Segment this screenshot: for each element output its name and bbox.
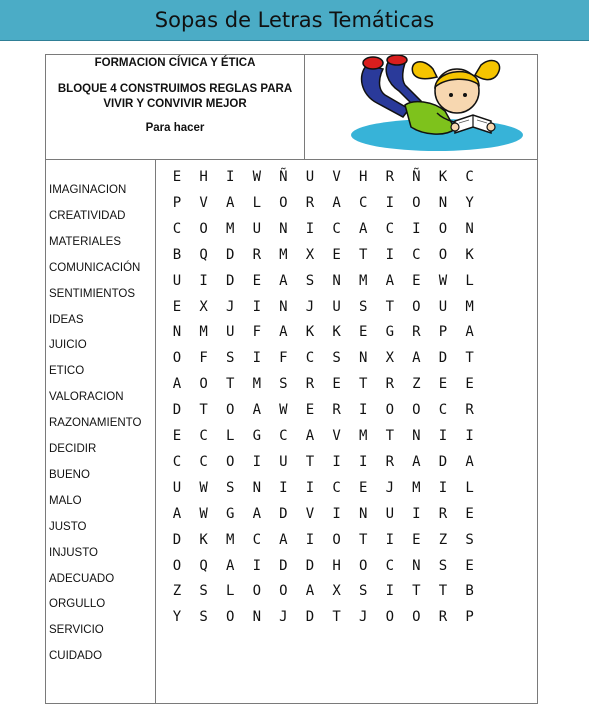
grid-letter[interactable]: I — [358, 402, 368, 419]
grid-letter[interactable]: O — [225, 402, 235, 419]
grid-letter[interactable]: S — [199, 609, 208, 626]
grid-letter[interactable]: W — [252, 169, 262, 185]
pigtail-right — [475, 60, 500, 79]
grid-letter[interactable]: D — [225, 246, 235, 263]
grid-letter[interactable]: V — [332, 169, 341, 185]
title-banner — [0, 0, 589, 41]
grid-letter[interactable]: C — [332, 220, 341, 237]
grid-letter[interactable]: H — [332, 557, 341, 574]
grid-letter[interactable]: A — [332, 194, 341, 211]
word-list-item: CUIDADO — [49, 650, 103, 663]
grid-letter[interactable]: X — [305, 246, 315, 263]
grid-letter[interactable]: E — [412, 531, 421, 548]
grid-letter[interactable]: U — [385, 505, 395, 522]
grid-letter[interactable]: C — [465, 169, 474, 185]
grid-letter[interactable]: O — [412, 609, 421, 626]
grid-letter[interactable]: L — [465, 479, 474, 496]
grid-letter[interactable]: T — [358, 376, 368, 393]
grid-letter[interactable]: P — [465, 609, 474, 626]
grid-letter[interactable]: U — [305, 169, 315, 185]
grid-letter[interactable]: A — [385, 272, 395, 289]
word-list-item: ORGULLO — [49, 598, 106, 611]
grid-letter[interactable]: Ñ — [279, 169, 288, 185]
grid-letter[interactable]: M — [465, 298, 474, 315]
grid-letter[interactable]: B — [465, 583, 474, 600]
grid-letter[interactable]: N — [252, 479, 262, 496]
grid-letter[interactable]: R — [305, 194, 315, 211]
grid-letter[interactable]: S — [438, 557, 448, 574]
letter-grid — [156, 160, 537, 703]
grid-letter[interactable]: M — [225, 531, 235, 548]
word-list-item: BUENO — [49, 468, 90, 481]
grid-letter[interactable]: X — [385, 350, 395, 367]
grid-letter[interactable]: H — [358, 169, 368, 185]
word-list-item: INJUSTO — [49, 546, 98, 559]
grid-letter[interactable]: R — [465, 402, 474, 419]
grid-letter[interactable]: L — [252, 194, 262, 211]
grid-letter[interactable]: D — [305, 609, 315, 626]
grid-letter[interactable]: O — [225, 609, 235, 626]
word-list-item: JUSTO — [49, 520, 87, 533]
word-list-item: JUICIO — [49, 339, 87, 352]
grid-letter[interactable]: I — [412, 505, 421, 522]
grid-letter[interactable]: Z — [412, 376, 421, 393]
grid-letter[interactable]: A — [225, 194, 235, 211]
grid-letter[interactable]: N — [358, 505, 368, 522]
grid-letter[interactable]: O — [172, 557, 182, 574]
grid-letter[interactable]: Ñ — [412, 169, 421, 185]
grid-letter[interactable]: T — [305, 453, 315, 470]
grid-letter[interactable]: C — [172, 453, 182, 470]
grid-letter[interactable]: E — [465, 376, 474, 393]
grid-letter[interactable]: O — [225, 453, 235, 470]
grid-letter[interactable]: T — [385, 298, 395, 315]
grid-letter[interactable]: N — [358, 350, 368, 367]
word-list-item: MALO — [49, 494, 82, 507]
grid-letter[interactable]: S — [305, 272, 315, 289]
eye-shape — [449, 93, 453, 97]
grid-letter[interactable]: E — [465, 505, 474, 522]
grid-letter[interactable]: U — [332, 298, 341, 315]
grid-letter[interactable]: Z — [438, 531, 448, 548]
block-title: BLOQUE 4 CONSTRUIMOS REGLAS PARA VIVIR Y CONVIVIR MEJOR — [57, 83, 293, 110]
word-list-item: SERVICIO — [49, 624, 104, 637]
grid-letter[interactable]: D — [172, 402, 182, 419]
grid-letter[interactable]: N — [172, 324, 182, 341]
grid-letter[interactable]: G — [385, 324, 395, 341]
grid-letter[interactable]: O — [438, 220, 448, 237]
hand-shape — [451, 123, 459, 131]
grid-letter[interactable]: E — [358, 479, 368, 496]
grid-letter[interactable]: A — [412, 350, 421, 367]
grid-letter[interactable]: N — [465, 220, 474, 237]
grid-letter[interactable]: O — [412, 298, 421, 315]
grid-letter[interactable]: N — [252, 609, 262, 626]
grid-letter[interactable]: O — [412, 402, 421, 419]
grid-letter[interactable]: E — [465, 557, 474, 574]
grid-letter[interactable]: V — [305, 505, 315, 522]
grid-letter[interactable]: O — [199, 220, 208, 237]
grid-letter[interactable]: E — [172, 428, 182, 444]
grid-letter[interactable]: A — [225, 557, 235, 574]
grid-letter[interactable]: R — [412, 324, 421, 341]
grid-letter[interactable]: I — [385, 246, 395, 263]
task-label: Para hacer — [145, 122, 205, 134]
grid-letter[interactable]: E — [172, 169, 182, 185]
grid-letter[interactable]: L — [465, 272, 474, 289]
grid-letter[interactable]: U — [172, 479, 182, 496]
grid-letter[interactable]: R — [252, 246, 262, 263]
grid-letter[interactable]: C — [252, 531, 262, 548]
grid-letter[interactable]: O — [279, 194, 288, 211]
grid-letter[interactable]: M — [252, 376, 262, 393]
grid-letter[interactable]: E — [332, 246, 341, 263]
grid-letter[interactable]: M — [358, 428, 368, 444]
grid-letter[interactable]: U — [225, 324, 235, 341]
grid-letter[interactable]: J — [279, 609, 288, 626]
grid-letter[interactable]: M — [358, 272, 368, 289]
grid-letter[interactable]: Y — [465, 194, 474, 211]
subject-title: FORMACION CÍVICA Y ÉTICA — [94, 57, 256, 69]
grid-letter[interactable]: O — [252, 583, 262, 600]
word-list-item: DECIDIR — [49, 443, 97, 455]
grid-letter[interactable]: E — [172, 298, 182, 315]
grid-letter[interactable]: T — [358, 246, 368, 263]
grid-letter[interactable]: A — [358, 220, 368, 237]
grid-letter[interactable]: N — [279, 220, 288, 237]
grid-letter[interactable]: G — [225, 505, 235, 522]
grid-letter[interactable]: C — [385, 220, 395, 237]
grid-letter[interactable]: D — [438, 453, 448, 470]
grid-letter[interactable]: K — [199, 531, 208, 548]
grid-letter[interactable]: O — [438, 246, 448, 263]
grid-letter[interactable]: O — [332, 531, 341, 548]
grid-letter[interactable]: O — [358, 557, 368, 574]
grid-letter[interactable]: K — [332, 324, 341, 341]
grid-letter[interactable]: O — [385, 609, 395, 626]
grid-letter[interactable]: A — [279, 531, 288, 548]
grid-letter[interactable]: D — [305, 557, 315, 574]
word-list-item: MATERIALES — [49, 235, 121, 248]
grid-letter[interactable]: T — [358, 531, 368, 548]
grid-letter[interactable]: F — [252, 324, 262, 341]
grid-letter[interactable]: Q — [199, 557, 208, 574]
grid-letter[interactable]: C — [385, 557, 395, 574]
grid-letter[interactable]: I — [225, 169, 235, 185]
grid-letter[interactable]: G — [252, 428, 262, 444]
grid-letter[interactable]: N — [279, 298, 288, 315]
grid-letter[interactable]: J — [358, 609, 368, 626]
worksheet-header — [46, 55, 537, 160]
grid-letter[interactable]: S — [358, 583, 368, 600]
grid-letter[interactable]: I — [199, 272, 208, 289]
grid-letter[interactable]: K — [465, 246, 474, 263]
header-text-cell — [46, 55, 305, 159]
grid-letter[interactable]: J — [305, 298, 315, 315]
grid-letter[interactable]: I — [465, 428, 474, 444]
grid-letter[interactable]: C — [279, 428, 288, 444]
grid-letter[interactable]: C — [172, 220, 182, 237]
grid-letter[interactable]: E — [412, 272, 421, 289]
grid-letter[interactable]: T — [332, 609, 341, 626]
word-list-item: SENTIMIENTOS — [49, 287, 136, 300]
grid-letter[interactable]: I — [438, 428, 448, 444]
grid-letter[interactable]: I — [385, 531, 395, 548]
grid-letter[interactable]: R — [385, 376, 395, 393]
grid-letter[interactable]: A — [172, 376, 182, 393]
grid-letter[interactable]: I — [358, 453, 368, 470]
grid-letter[interactable]: R — [438, 505, 448, 522]
grid-letter[interactable]: O — [412, 194, 421, 211]
grid-letter[interactable]: S — [225, 350, 235, 367]
grid-letter[interactable]: M — [279, 246, 288, 263]
grid-letter[interactable]: R — [438, 609, 448, 626]
word-list-item: CREATIVIDAD — [49, 209, 126, 222]
grid-letter[interactable]: A — [465, 324, 474, 341]
grid-letter[interactable]: C — [358, 194, 368, 211]
grid-letter[interactable]: T — [385, 428, 395, 444]
grid-letter[interactable]: L — [225, 428, 235, 444]
grid-letter[interactable]: I — [279, 479, 288, 496]
word-list-item: ADECUADO — [49, 572, 115, 585]
grid-letter[interactable]: E — [438, 376, 448, 393]
grid-letter[interactable]: L — [225, 583, 235, 600]
grid-letter[interactable]: T — [465, 350, 474, 367]
grid-letter[interactable]: V — [332, 428, 341, 444]
grid-letter[interactable]: O — [199, 376, 208, 393]
grid-letter[interactable]: D — [172, 531, 182, 548]
grid-letter[interactable]: H — [199, 169, 208, 185]
grid-letter[interactable]: W — [438, 272, 448, 289]
grid-letter[interactable]: I — [412, 220, 421, 237]
grid-letter[interactable]: U — [252, 220, 262, 237]
grid-letter[interactable]: S — [332, 350, 341, 367]
grid-letter[interactable]: J — [225, 298, 235, 315]
word-list-item: VALORACION — [49, 391, 124, 404]
grid-letter[interactable]: M — [412, 479, 421, 496]
grid-letter[interactable]: A — [252, 505, 262, 522]
grid-letter[interactable]: N — [332, 272, 341, 289]
shoe-shape-2 — [387, 55, 407, 65]
grid-letter[interactable]: C — [199, 428, 208, 444]
grid-letter[interactable]: I — [305, 220, 315, 237]
grid-letter[interactable]: I — [252, 557, 262, 574]
word-list — [46, 160, 156, 703]
grid-letter[interactable]: I — [385, 194, 395, 211]
grid-letter[interactable]: C — [199, 453, 208, 470]
grid-letter[interactable]: F — [199, 350, 208, 367]
grid-letter[interactable]: O — [172, 350, 182, 367]
grid-letter[interactable]: E — [252, 272, 262, 289]
grid-letter[interactable]: K — [438, 169, 448, 185]
grid-letter[interactable]: I — [438, 479, 448, 496]
grid-letter[interactable]: M — [225, 220, 235, 237]
grid-letter[interactable]: I — [305, 479, 315, 496]
grid-letter[interactable]: O — [279, 583, 288, 600]
grid-letter[interactable]: A — [252, 402, 262, 419]
grid-letter[interactable]: S — [465, 531, 474, 548]
word-list-item: RAZONAMIENTO — [49, 417, 142, 430]
grid-letter[interactable]: J — [385, 479, 395, 496]
grid-letter[interactable]: R — [332, 402, 341, 419]
grid-letter[interactable]: U — [438, 298, 448, 315]
grid-letter[interactable]: P — [172, 194, 182, 211]
grid-letter[interactable]: I — [305, 531, 315, 548]
grid-letter[interactable]: D — [279, 557, 288, 574]
grid-letter[interactable]: X — [332, 583, 341, 600]
grid-letter[interactable]: S — [358, 298, 368, 315]
grid-letter[interactable]: D — [225, 272, 235, 289]
grid-letter[interactable]: N — [438, 194, 448, 211]
child-reading-book-icon — [305, 55, 537, 159]
grid-letter[interactable]: T — [412, 583, 421, 600]
grid-letter[interactable]: R — [305, 376, 315, 393]
grid-letter[interactable]: Y — [172, 609, 182, 626]
grid-letter[interactable]: V — [199, 194, 208, 211]
grid-letter[interactable]: I — [252, 298, 262, 315]
shoe-shape — [363, 57, 383, 69]
grid-letter[interactable]: O — [385, 402, 395, 419]
grid-letter[interactable]: C — [438, 402, 448, 419]
hand-shape-2 — [487, 123, 495, 131]
grid-letter[interactable]: I — [332, 505, 341, 522]
grid-letter[interactable]: I — [252, 350, 262, 367]
grid-letter[interactable]: P — [438, 324, 448, 341]
grid-letter[interactable]: Q — [199, 246, 208, 263]
grid-letter[interactable]: T — [225, 376, 235, 393]
grid-letter[interactable]: Z — [172, 583, 182, 600]
grid-letter[interactable]: W — [199, 479, 208, 496]
eye-shape-2 — [463, 93, 467, 97]
grid-letter[interactable]: R — [385, 169, 395, 185]
grid-letter[interactable]: S — [279, 376, 288, 393]
grid-letter[interactable]: I — [332, 453, 341, 470]
grid-letter[interactable]: A — [305, 428, 315, 444]
pigtail-left — [412, 62, 437, 79]
grid-letter[interactable]: S — [225, 479, 235, 496]
grid-letter[interactable]: D — [438, 350, 448, 367]
grid-letter[interactable]: M — [199, 324, 208, 341]
grid-letter[interactable]: E — [305, 402, 315, 419]
grid-letter[interactable]: A — [172, 505, 182, 522]
word-list-item: ETICO — [49, 365, 85, 378]
grid-letter[interactable]: W — [199, 505, 208, 522]
grid-letter[interactable]: E — [332, 376, 341, 393]
grid-letter[interactable]: A — [279, 272, 288, 289]
grid-letter[interactable]: E — [358, 324, 368, 341]
grid-letter[interactable]: I — [252, 453, 262, 470]
grid-letter[interactable]: T — [199, 402, 208, 419]
grid-letter[interactable]: A — [305, 583, 315, 600]
grid-letter[interactable]: B — [172, 246, 182, 263]
grid-letter[interactable]: I — [385, 583, 395, 600]
worksheet — [45, 54, 538, 704]
grid-letter[interactable]: D — [279, 505, 288, 522]
grid-letter[interactable]: A — [465, 453, 474, 470]
word-list-item: IDEAS — [49, 313, 84, 326]
grid-letter[interactable]: C — [332, 479, 341, 496]
grid-letter[interactable]: N — [412, 557, 421, 574]
banner-title: Sopas de Letras Temáticas — [154, 8, 435, 32]
grid-letter[interactable]: C — [305, 350, 315, 367]
grid-letter[interactable]: S — [199, 583, 208, 600]
grid-letter[interactable]: T — [438, 583, 448, 600]
grid-letter[interactable]: A — [279, 324, 288, 341]
grid-letter[interactable]: U — [172, 272, 182, 289]
grid-letter[interactable]: W — [279, 402, 288, 419]
grid-letter[interactable]: R — [385, 453, 395, 470]
grid-letter[interactable]: X — [199, 298, 208, 315]
grid-letter[interactable]: C — [412, 246, 421, 263]
grid-letter[interactable]: K — [305, 324, 315, 341]
grid-letter[interactable]: N — [412, 428, 421, 444]
word-list-item: IMAGINACION — [49, 184, 127, 196]
grid-letter[interactable]: U — [279, 453, 288, 470]
illustration-cell — [305, 55, 537, 159]
grid-letter[interactable]: F — [279, 350, 288, 367]
grid-letter[interactable]: A — [412, 453, 421, 470]
word-list-item: COMUNICACIÓN — [49, 261, 141, 274]
